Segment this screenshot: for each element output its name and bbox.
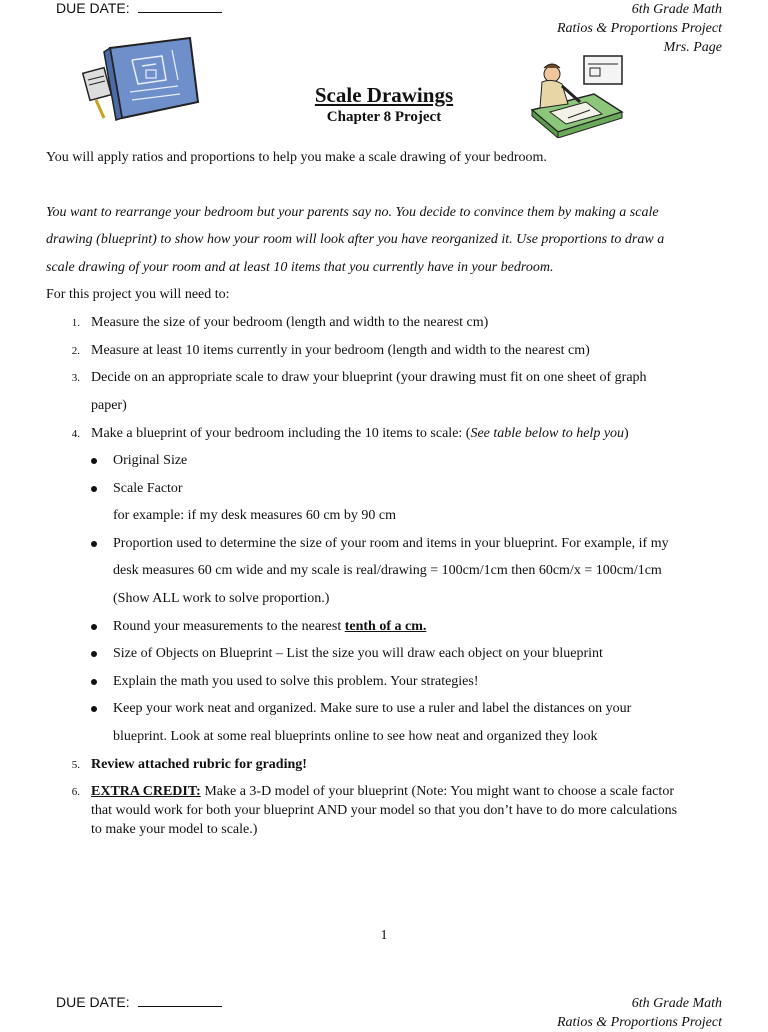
bullet-text: Original Size [113,453,188,468]
intro-text: You will apply ratios and proportions to help you make a scale drawing of your bedroom. [46,150,547,165]
bullet-text: Proportion used to determine the size of your room and items in your blueprint. For example, if my [113,536,669,551]
scenario-line: You want to rearrange your bedroom but your parents say no. You decide to convince them by making a scale [46,205,659,220]
step-number: 3. [71,372,80,384]
step-text [91,426,629,442]
bullet-subtext: for example: if my desk measures 60 cm by 90 cm [113,508,397,523]
step-number: 2. [71,345,80,357]
step-text-cont: that would work for both your blueprint AND your model so that you don’t have to do more calculations [91,803,678,818]
step-number: 1. [71,317,80,329]
footer-due-date [56,994,222,1010]
step-text-part: Make a blueprint of your bedroom including the 10 items to scale: ( [91,426,471,441]
bullet-text [113,619,426,635]
bullet-text-cont: desk measures 60 cm wide and my scale is real/drawing = 100cm/1cm then 60cm/x = 100cm/1cm [113,563,662,578]
bullet-text-cont: (Show ALL work to solve proportion.) [113,591,330,606]
bullet-text: Keep your work neat and organized. Make sure to use a ruler and label the distances on your [113,701,632,716]
page-number: 1 [380,928,388,943]
need-intro: For this project you will need to: [46,287,230,302]
step-text: Review attached rubric for grading! [91,757,307,772]
bullet [89,675,99,685]
step-text-cont: to make your model to scale.) [91,822,258,837]
teacher-name: Mrs. Page [663,40,722,55]
header-info [557,0,722,57]
step-text-italic: See table below to help you [470,426,625,441]
footer-course-name: 6th Grade Math [631,996,722,1011]
bullet [89,620,99,630]
due-date-blank [138,0,222,13]
step-text-cont: paper) [91,398,127,413]
bullet-text: Size of Objects on Blueprint – List the size you will draw each object on your blueprint [113,646,603,661]
step-text: Measure the size of your bedroom (length and width to the nearest cm) [91,315,489,330]
scenario-line: drawing (blueprint) to show how your room will look after you have reorganized it. Use proportions to draw a [46,232,665,247]
step-text: Measure at least 10 items currently in your bedroom (length and width to the nearest cm) [91,343,590,358]
project-name: Ratios & Proportions Project [556,21,722,36]
bullet-text-part: Round your measurements to the nearest [113,619,345,634]
extra-credit-label: EXTRA CREDIT: [91,784,201,799]
footer-info [557,994,722,1032]
due-date-label: DUE DATE: [56,0,130,16]
step-number: 4. [71,428,80,440]
step-text: Decide on an appropriate scale to draw your blueprint (your drawing must fit on one sheet of graph [91,370,647,385]
due-date [56,0,222,16]
footer-due-date-label: DUE DATE: [56,994,130,1010]
footer-due-date-blank [138,994,222,1007]
bullet [89,647,99,657]
page-title: Scale Drawings [314,83,454,107]
step-text-part: ) [624,426,629,441]
bullet [89,482,99,492]
step-text-part: Make a 3-D model of your blueprint (Note: You might want to choose a scale factor [200,784,674,799]
step-number: 6. [71,786,80,798]
bullet [89,454,99,464]
bullet-text: Explain the math you used to solve this problem. Your strategies! [113,674,479,689]
bullet-text-cont: blueprint. Look at some real blueprints online to see how neat and organized they look [113,729,598,744]
bullet-text: Scale Factor [113,481,183,496]
course-name: 6th Grade Math [631,2,722,17]
step-number: 5. [71,759,80,771]
bullet [89,702,99,712]
footer-project-name: Ratios & Proportions Project [556,1015,722,1030]
scenario-line: scale drawing of your room and at least 10 items that you currently have in your bedroom. [46,260,554,275]
bullet [89,537,99,547]
step-text [91,784,674,800]
page-subtitle: Chapter 8 Project [326,109,442,125]
bullet-text-emphasis: tenth of a cm. [344,619,427,634]
